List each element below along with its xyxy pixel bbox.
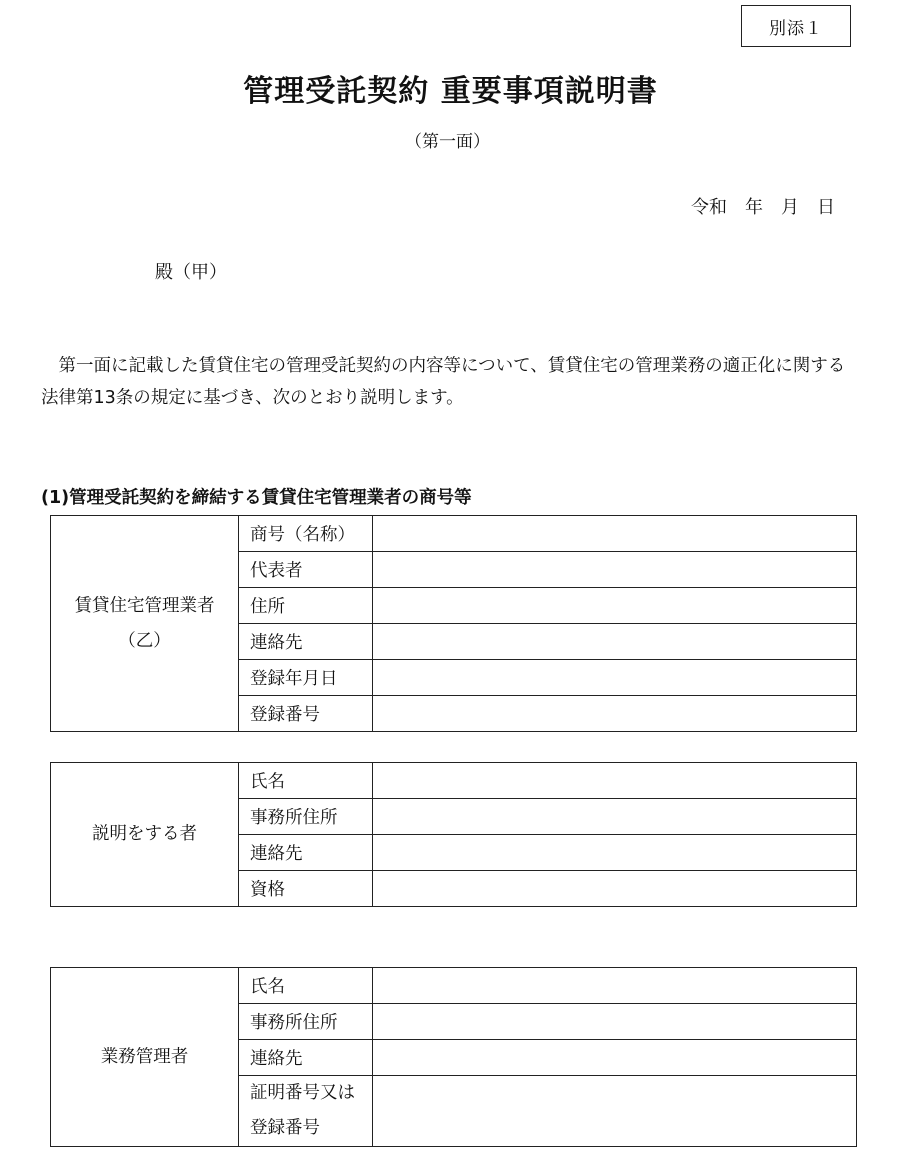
group-label-line: （乙） — [118, 630, 171, 651]
field-label: 資格 — [239, 871, 373, 907]
name-field[interactable] — [373, 763, 857, 799]
table-row — [51, 763, 857, 799]
field-label: 氏名 — [239, 763, 373, 799]
table-row — [51, 516, 857, 552]
field-label: 住所 — [239, 588, 373, 624]
field-label: 事務所住所 — [239, 1004, 373, 1040]
field-label: 連絡先 — [239, 1040, 373, 1076]
explainer-table — [50, 762, 857, 907]
field-label: 登録年月日 — [239, 660, 373, 696]
intro-paragraph: 第一面に記載した賃貸住宅の管理受託契約の内容等について、賃貸住宅の管理業務の適正化に関する法律第13条の規定に基づき、次のとおり説明します。 — [41, 356, 846, 408]
table-row — [51, 968, 857, 1004]
manager-group-label — [51, 516, 239, 732]
address-field[interactable] — [373, 588, 857, 624]
addressee: 殿（甲） — [155, 262, 227, 283]
field-label: 商号（名称） — [239, 516, 373, 552]
manager-table — [50, 515, 857, 732]
field-label: 連絡先 — [239, 835, 373, 871]
qualification-field[interactable] — [373, 871, 857, 907]
registration-date-field[interactable] — [373, 660, 857, 696]
label-line: 証明番号又は — [250, 1083, 355, 1103]
trade-name-field[interactable] — [373, 516, 857, 552]
contact-field[interactable] — [373, 624, 857, 660]
name-field[interactable] — [373, 968, 857, 1004]
contact-field[interactable] — [373, 835, 857, 871]
explainer-group-label: 説明をする者 — [51, 763, 239, 907]
label-line: 登録番号 — [250, 1118, 320, 1138]
attachment-label: 別添１ — [741, 5, 851, 47]
field-label: 連絡先 — [239, 624, 373, 660]
document-subtitle: （第一面） — [405, 132, 490, 152]
date-line: 令和 年 月 日 — [691, 197, 835, 218]
representative-field[interactable] — [373, 552, 857, 588]
registration-number-field[interactable] — [373, 696, 857, 732]
business-manager-group-label: 業務管理者 — [51, 968, 239, 1147]
office-address-field[interactable] — [373, 799, 857, 835]
field-label: 氏名 — [239, 968, 373, 1004]
group-label-line: 賃貸住宅管理業者 — [74, 595, 215, 616]
certificate-number-field[interactable] — [373, 1076, 857, 1147]
contact-field[interactable] — [373, 1040, 857, 1076]
field-label: 代表者 — [239, 552, 373, 588]
business-manager-table — [50, 967, 857, 1147]
office-address-field[interactable] — [373, 1004, 857, 1040]
field-label — [239, 1076, 373, 1147]
section-1-heading: (1)管理受託契約を締結する賃貸住宅管理業者の商号等 — [41, 488, 472, 508]
field-label: 事務所住所 — [239, 799, 373, 835]
field-label: 登録番号 — [239, 696, 373, 732]
document-title: 管理受託契約 重要事項説明書 — [243, 74, 658, 109]
